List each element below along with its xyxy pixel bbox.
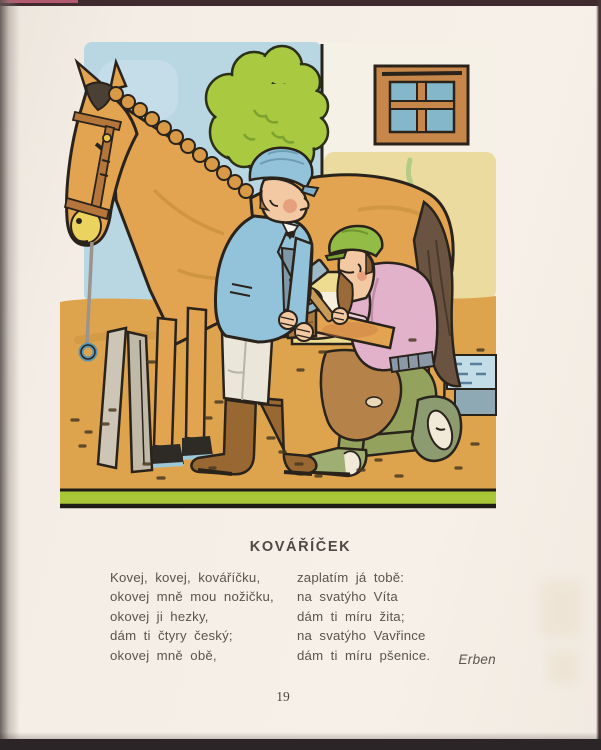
poem-title: KOVÁŘÍČEK xyxy=(249,539,352,555)
page-bottom-edge xyxy=(0,739,601,750)
poem-line: zaplatím já tobě: xyxy=(297,570,405,585)
poem-line: okovej ji hezky, xyxy=(110,608,209,624)
page-bottom-shadow xyxy=(0,732,601,739)
poem-line: okovej mně mou nožičku, xyxy=(110,589,274,605)
poem-column-right xyxy=(297,568,430,665)
page-number: 19 xyxy=(276,689,290,704)
show-through-mark xyxy=(548,650,578,684)
poem-line: dám ti míru žita; xyxy=(297,608,405,624)
illustration-blacksmith-shoeing-horse xyxy=(58,40,498,512)
show-through-mark xyxy=(540,580,582,638)
poem-line: dám ti čtyry český; xyxy=(110,628,233,644)
poem-line: Kovej, kovej, kováříčku, xyxy=(110,570,261,585)
window xyxy=(375,66,468,144)
grass-strip xyxy=(60,490,496,506)
poem-line: na svatýho Vavřince xyxy=(297,628,426,644)
poem-attribution: Erben xyxy=(458,652,496,667)
poem-line: na svatýho Víta xyxy=(297,589,398,605)
poem-column-left xyxy=(110,568,274,665)
poem-line: okovej mně obě, xyxy=(110,647,217,663)
page-gutter-shadow xyxy=(0,0,20,750)
poem-line: dám ti míru pšenice. xyxy=(297,647,431,663)
page-top-edge xyxy=(0,0,601,6)
page-right-edge xyxy=(596,0,601,750)
